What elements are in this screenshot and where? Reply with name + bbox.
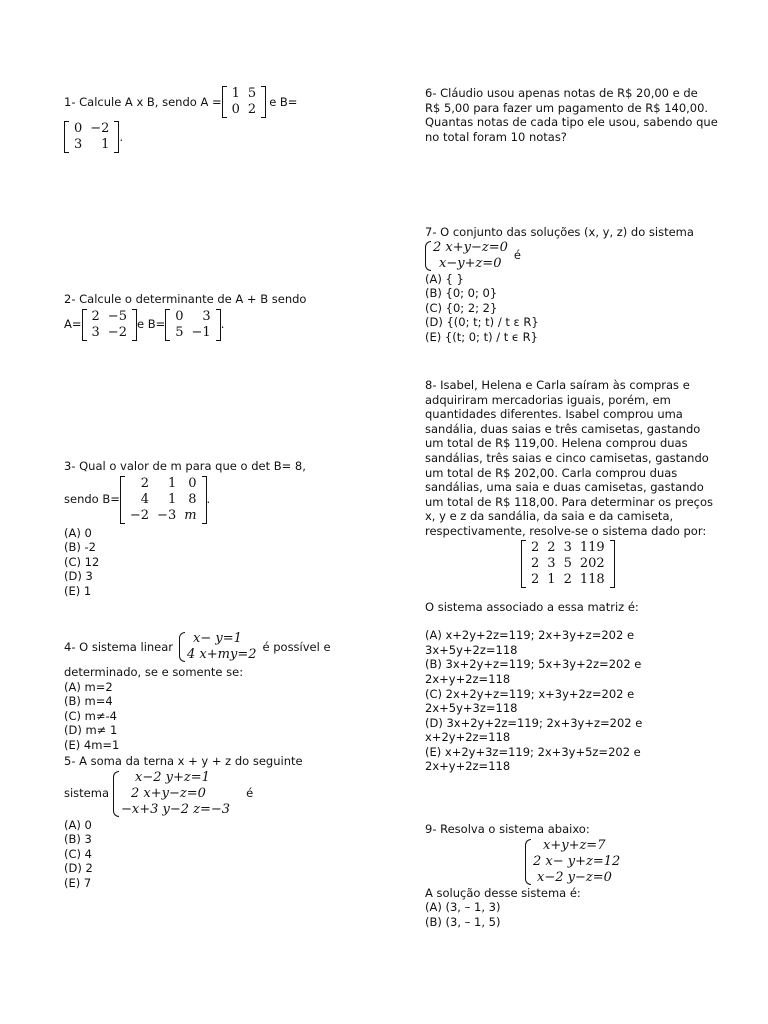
question-1: 1- Calcule A x B, sendo A = 1 5 0 2 e B= 0 −2 3 1 . <box>64 86 298 152</box>
q4-option: (D) m≠ 1 <box>64 723 118 738</box>
q5-text: 5- A soma da terna x + y + z do seguinte <box>64 754 303 768</box>
q3-option: (C) 12 <box>64 554 100 569</box>
q9-text: 9- Resolva o sistema abaixo: <box>425 822 590 836</box>
q5-option: (A) 0 <box>64 817 92 832</box>
question-9 <box>425 822 745 929</box>
q4-option: (A) m=2 <box>64 679 113 694</box>
q8-option: (B) 3x+2y+z=119; 5x+3y+2z=202 e <box>425 657 642 672</box>
q7-option: (B) {0; 0; 0} <box>425 286 498 301</box>
q3-option: (D) 3 <box>64 569 93 584</box>
q2-text: 2- Calcule o determinante de A + B sendo <box>64 292 307 306</box>
q4-text: 4- O sistema linear <box>64 639 174 654</box>
q5-option: (C) 4 <box>64 846 92 861</box>
q9-system: x+y+z=7 2 x− y+z=12 x−2 y−z=0 <box>525 838 620 886</box>
q2-matrix-a: 2 −5 3 −2 <box>82 309 137 341</box>
q3-option: (E) 1 <box>64 583 92 598</box>
q8-option: (A) x+2y+2z=119; 2x+3y+z=202 e <box>425 628 635 643</box>
q5-option: (E) 7 <box>64 875 92 890</box>
q8-matrix: 2 2 3 119 2 3 5 202 2 1 2 118 <box>521 540 615 588</box>
q3-option: (B) -2 <box>64 540 96 555</box>
q8-option: (E) x+2y+3z=119; 2x+3y+5z=202 e <box>425 744 641 759</box>
q9-question: A solução desse sistema é: <box>425 885 581 900</box>
question-7: 7- O conjunto das soluções (x, y, z) do sistema 2 x+y−z=0 x−y+z=0 é (A) { } (B) {0; 0; 0} (C) {0; 2; 2} (D) {(0; t; t) / t ε R} (E) {(t; 0; t) / t ϵ R} <box>425 225 745 345</box>
q7-system: 2 x+y−z=0 x−y+z=0 <box>425 240 508 272</box>
q7-option: (E) {(t; 0; t) / t ϵ R} <box>425 329 538 344</box>
q9-option: (A) (3, – 1, 3) <box>425 900 501 915</box>
question-4: 4- O sistema linear x− y=1 4 x+my=2 é possível e determinado, se e somente se: (A) m=2 (B) m=4 (C) m≠-4 (D) m≠ 1 (E) 4m=1 <box>64 631 384 753</box>
q1-matrix-a: 1 5 0 2 <box>222 86 267 118</box>
q8-option: (D) 3x+2y+2z=119; 2x+3y+z=202 e <box>425 715 643 730</box>
question-8: 8- Isabel, Helena e Carla saíram às compras e adquiriram mercadorias iguais, porém, em quantidades diferentes. Isabel comprou uma sandália, duas saias e três camisetas, gastando um total de R$ 119,00. Helena comprou duas sandálias, três saias e cinco camisetas, gastando um total de R$ 202,00. Carla comprou duas sandálias, uma saia e duas camisetas, gastando um total de R$ 118,00. Para determinar os preços x, y e z da sandália, da saia e da camiseta, respectivamente, resolve-se o sistema dado por: 2 2 3 119 2 3 5 202 2 1 2 118 O sistema associado a essa matriz é: (A) x+2y+2z=119; 2x+3y+z=202 e 3x+5y+2z=118 (B) 3x+2y+z=119; 5x+3y+2z=202 e 2x+y+2z=118 (C) 2x+2y+z=119; x+3y+2z=202 e 2x+5y+3z=118 (D) 3x+2y+2z=119; 2x+3y+z=202 e x+2y+2z=118 (E) x+2y+3z=119; 2x+3y+5z=202 e 2x+y+2z=118 <box>425 378 745 774</box>
q1-text-b: e B= <box>269 94 298 109</box>
q7-option: (C) {0; 2; 2} <box>425 300 498 315</box>
q3-option: (A) 0 <box>64 525 92 540</box>
q8-question: O sistema associado a essa matriz é: <box>425 599 639 614</box>
q8-option-cont: x+2y+2z=118 <box>425 730 511 745</box>
q4-option: (E) 4m=1 <box>64 737 120 752</box>
q2-matrix-b: 0 3 5 −1 <box>165 309 220 341</box>
q3-matrix-b: 2 1 0 4 1 8 −2 −3 m <box>120 476 207 524</box>
q4-option: (B) m=4 <box>64 694 113 709</box>
q7-option: (D) {(0; t; t) / t ε R} <box>425 315 539 330</box>
q7-text: 7- O conjunto das soluções (x, y, z) do sistema <box>425 225 694 239</box>
q4-system: x− y=1 4 x+my=2 <box>179 631 256 663</box>
q9-option: (B) (3, – 1, 5) <box>425 914 501 929</box>
q8-option: (C) 2x+2y+z=119; x+3y+2z=202 e <box>425 686 635 701</box>
q8-option-cont: 2x+5y+3z=118 <box>425 701 518 716</box>
q7-option: (A) { } <box>425 271 464 286</box>
question-3: 3- Qual o valor de m para que o det B= 8, sendo B= 2 1 0 4 1 8 −2 −3 m . (A) 0 (B) -2 (C) 12 (D) 3 (E) 1 <box>64 459 384 599</box>
q5-system: x−2 y+z=1 2 x+y−z=0 −x+3 y−2 z=−3 <box>113 770 230 818</box>
q4-option: (C) m≠-4 <box>64 708 117 723</box>
q3-text: 3- Qual o valor de m para que o det B= 8, <box>64 459 306 473</box>
q8-option-cont: 3x+5y+2z=118 <box>425 642 518 657</box>
q5-option: (D) 2 <box>64 861 93 876</box>
q5-option: (B) 3 <box>64 832 92 847</box>
question-6: 6- Cláudio usou apenas notas de R$ 20,00 e de R$ 5,00 para fazer um pagamento de R$ 140,00. Quantas notas de cada tipo ele usou, sabendo que no total foram 10 notas? <box>425 86 718 144</box>
q1-text: 1- Calcule A x B, sendo A = <box>64 94 222 109</box>
question-5: 5- A soma da terna x + y + z do seguinte sistema x−2 y+z=1 2 x+y−z=0 −x+3 y−2 z=−3 é (A) 0 (B) 3 (C) 4 (D) 2 (E) 7 <box>64 754 384 891</box>
question-2: 2- Calcule o determinante de A + B sendo A= 2 −5 3 −2 e B= 0 3 5 −1 . <box>64 292 384 341</box>
q8-option-cont: 2x+y+2z=118 <box>425 759 511 774</box>
q1-matrix-b: 0 −2 3 1 <box>64 121 119 153</box>
q8-option-cont: 2x+y+2z=118 <box>425 671 511 686</box>
